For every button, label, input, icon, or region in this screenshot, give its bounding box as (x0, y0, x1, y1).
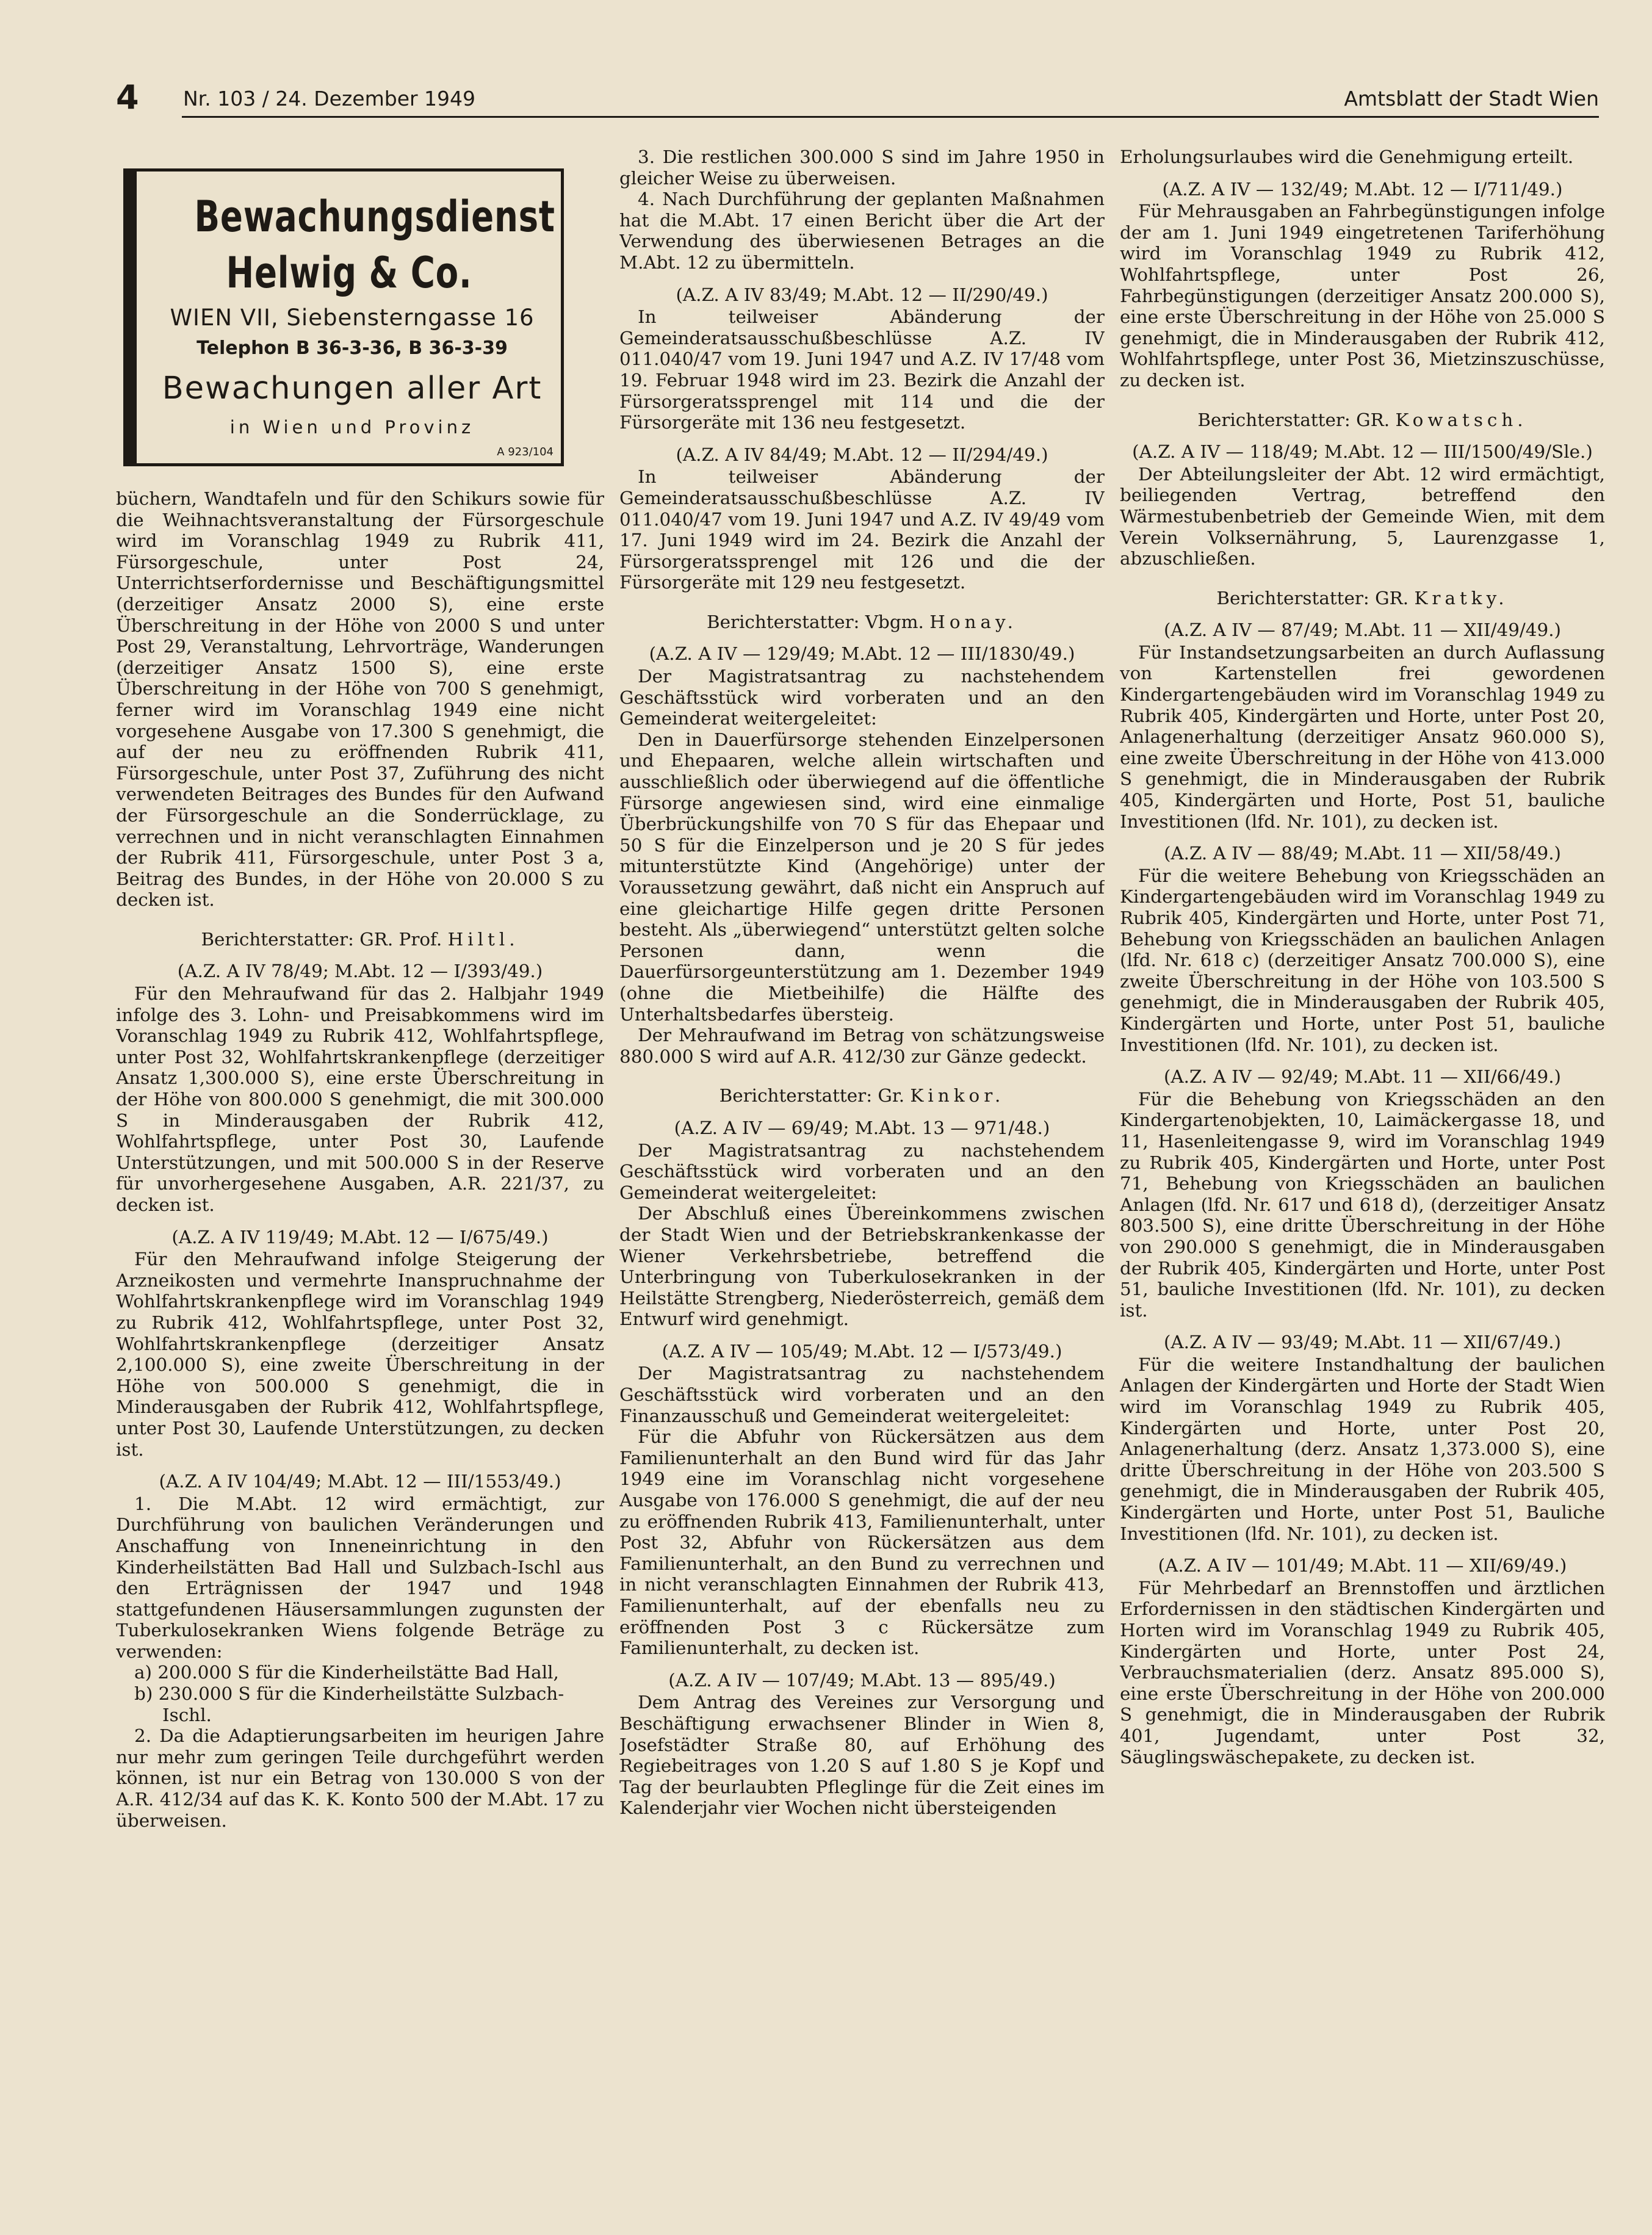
ad-firm-name (194, 189, 555, 301)
page-number: 4 (116, 78, 139, 117)
file-reference: (A.Z. A IV 83/49; M.Abt. 12 — II/290/49.) (676, 284, 1048, 305)
reporter-name: Honay. (929, 611, 1018, 632)
ad-side-bar (123, 168, 137, 466)
reporter-label: Berichterstatter: Vbgm. (706, 611, 930, 632)
file-reference: (A.Z. A IV — 88/49; M.Abt. 11 — XII/58/49.) (1163, 843, 1562, 864)
paragraph: In teilweiser Abänderung der Gemeinderatsausschußbeschlüsse A.Z. IV 011.040/47 vom 19. Juni 1947 und A.Z. IV 17/48 vom 19. Februar 1948 wird im 23. Bezirk die Anzahl der Fürsorgeratssprengel mit 114 und die der Fürsorgeräte mit 136 neu festgesetzt. (619, 306, 1105, 433)
paragraph: 4. Nach Durchführung der geplanten Maßnahmen hat die M.Abt. 17 einen Bericht über die Art der Verwendung des überwiesenen Betrages an die M.Abt. 12 zu übermitteln. (619, 189, 1105, 273)
ad-slogan: Bewachungen aller Art (162, 370, 543, 406)
reporter-name: Kratky. (1414, 587, 1509, 608)
paragraph: Für Instandsetzungsarbeiten an durch Auflassung von Kartenstellen frei gewordenen Kindergartengebäuden wird im Voranschlag 1949 zu Rubrik 405, Kindergärten und Horte, unter Post 20, Anlagenerhaltung (derzeitiger Ansatz 960.000 S), eine zweite Überschreitung in der Höhe von 413.000 S genehmigt, die in Minderausgaben der Rubrik 405, Kindergärten und Horte, Post 51, bauliche Investitionen (lfd. Nr. 101), zu decken ist. (1120, 641, 1605, 832)
reporter-name: Kinkor. (910, 1085, 1005, 1107)
paragraph: Der Magistratsantrag zu nachstehendem Geschäftsstück wird vorberaten und an den Gemeinderat weitergeleitet: (619, 666, 1105, 729)
paragraph: Dem Antrag des Vereines zur Versorgung und Beschäftigung erwachsener Blinder in Wien 8, Josefstädter Straße 80, auf Erhöhung des Regiebeitrages von 1.20 S auf 1.80 S je Kopf und Tag der beurlaubten Pfleglinge für die Zeit eines im Kalenderjahr vier Wochen nicht übersteigenden (619, 1692, 1105, 1819)
file-reference: (A.Z. A IV — 101/49; M.Abt. 11 — XII/69/49.) (1158, 1555, 1567, 1576)
ad-firm-line2: Helwig & Co. (226, 248, 472, 298)
paragraph: Für die weitere Behebung von Kriegsschäden an Kindergartengebäuden wird im Voranschlag 1949 zu Rubrik 405, Kindergärten und Horte, unter Post 71, Behebung von Kriegsschäden an baulichen Anlagen (lfd. Nr. 618 c) (derzeitiger Ansatz 700.000 S), eine zweite Überschreitung in der Höhe von 103.500 S genehmigt, die in Minderausgaben der Rubrik 405, Kindergärten und Horte, unter Post 51, bauliche Investitionen (lfd. Nr. 101), zu decken ist. (1120, 865, 1605, 1055)
reporter-line (1120, 588, 1605, 609)
file-reference: (A.Z. A IV — 69/49; M.Abt. 13 — 971/48.) (674, 1117, 1050, 1138)
file-reference: (A.Z. A IV — 92/49; M.Abt. 11 — XII/66/49.) (1163, 1066, 1562, 1088)
list-item: b) 230.000 S für die Kinderheilstätte Sulzbach-Ischl. (134, 1683, 564, 1725)
file-reference: (A.Z. A IV — 93/49; M.Abt. 11 — XII/67/49.) (1163, 1332, 1562, 1353)
paragraph: Der Abteilungsleiter der Abt. 12 wird ermächtigt, beiliegenden Vertrag, betreffend den Wärmestubenbetrieb der Gemeinde Wien, mit dem Verein Volksernährung, 5, Laurenzgasse 1, abzuschließen. (1120, 463, 1605, 569)
file-reference: (A.Z. A IV 104/49; M.Abt. 12 — III/1553/49.) (159, 1471, 561, 1492)
ad-code: A 923/104 (497, 446, 554, 458)
reporter-label: Berichterstatter: GR. Prof. (201, 928, 448, 950)
paragraph: Der Mehraufwand im Betrag von schätzungsweise 880.000 S wird auf A.R. 412/30 zur Gänze gedeckt. (619, 1025, 1105, 1067)
column-left (116, 488, 604, 2209)
paragraph: Für die weitere Instandhaltung der baulichen Anlagen der Kindergärten und Horte der Stadt Wien wird im Voranschlag 1949 zu Rubrik 405, Kindergärten und Horte, unter Post 20, Anlagenerhaltung (derz. Ansatz 1,373.000 S), eine dritte Überschreitung in der Höhe von 203.500 S genehmigt, die in Minderausgaben der Rubrik 405, Kindergärten und Horte, unter Post 51, Bauliche Investitionen (lfd. Nr. 101), zu decken ist. (1120, 1354, 1605, 1544)
file-reference: (A.Z. A IV — 132/49; M.Abt. 12 — I/711/49.) (1162, 178, 1563, 200)
issue-line: Nr. 103 / 24. Dezember 1949 (183, 87, 476, 110)
paragraph: büchern, Wandtafeln und für den Schikurs sowie für die Weihnachtsveranstaltung der Fürsorgeschule wird im Voranschlag 1949 zu Rubrik 411, Fürsorgeschule, unter Post 24, Unterrichtserfordernisse und Beschäftigungsmittel (derzeitiger Ansatz 2000 S), eine erste Überschreitung in der Höhe von 2000 S und unter Post 29, Veranstaltung, Lehrvorträge, Wanderungen (derzeitiger Ansatz 1500 S), eine erste Überschreitung in der Höhe von 700 S genehmigt, ferner wird im Voranschlag 1949 eine nicht vorgesehene Ausgabe von 17.300 S genehmigt, die auf der neu zu eröffnenden Rubrik 411, Fürsorgeschule, unter Post 37, Zuführung des nicht verwendeten Beitrages des Bundes für den Aufwand der Fürsorgeschule an die Sonderrücklage, zu verrechnen und in nicht veranschlagten Einnahmen der Rubrik 411, Fürsorgeschule, unter Post 3 a, Beitrag des Bundes, in der Höhe von 20.000 S zu decken ist. (116, 488, 604, 911)
page-header (116, 78, 1599, 121)
paragraph: Für den Mehraufwand infolge Steigerung der Arzneikosten und vermehrte Inanspruchnahme der Wohlfahrtskrankenpflege wird im Voranschlag 1949 zu Rubrik 412, Wohlfahrtspflege, unter Post 32, Wohlfahrtskrankenpflege (derzeitiger Ansatz 2,100.000 S), eine zweite Überschreitung in der Höhe von 500.000 S genehmigt, die in Minderausgaben der Rubrik 412, Wohlfahrtspflege, unter Post 30, Laufende Unterstützungen, zu decken ist. (116, 1249, 604, 1460)
publication-title: Amtsblatt der Stadt Wien (1344, 87, 1599, 110)
list-item: a) 200.000 S für die Kinderheilstätte Bad Hall, (134, 1662, 559, 1683)
file-reference: (A.Z. A IV — 129/49; M.Abt. 12 — III/1830/49.) (649, 643, 1075, 665)
reporter-label: Berichterstatter: GR. (1216, 587, 1415, 608)
paragraph: 3. Die restlichen 300.000 S sind im Jahre 1950 in gleicher Weise zu überweisen. (619, 146, 1105, 189)
file-reference: (A.Z. A IV — 107/49; M.Abt. 13 — 895/49.) (668, 1669, 1056, 1691)
paragraph: Der Abschluß eines Übereinkommens zwischen der Stadt Wien und der Betriebskrankenkasse der Wiener Verkehrsbetriebe, betreffend die Unterbringung von Tuberkulosekranken in der Heilstätte Strengberg, Niederösterreich, gemäß dem Entwurf wird genehmigt. (619, 1203, 1105, 1330)
file-reference: (A.Z. A IV — 87/49; M.Abt. 11 — XII/49/49.) (1163, 619, 1562, 641)
file-reference: (A.Z. A IV — 118/49; M.Abt. 12 — III/1500/49/Sle.) (1132, 441, 1593, 463)
paragraph: 2. Da die Adaptierungsarbeiten im heurigen Jahre nur mehr zum geringen Teile durchgeführt werden können, ist nur ein Betrag von 130.000 S von der A.R. 412/34 auf das K. K. Konto 500 der M.Abt. 17 zu überweisen. (116, 1725, 604, 1831)
paragraph: Der Magistratsantrag zu nachstehendem Geschäftsstück wird vorberaten und an den Finanzausschuß und Gemeinderat weitergeleitet: (619, 1363, 1105, 1426)
reporter-label: Berichterstatter: Gr. (719, 1085, 911, 1107)
paragraph: 1. Die M.Abt. 12 wird ermächtigt, zur Durchführung von baulichen Veränderungen und Anschaffung von Inneneinrichtung in den Kinderheilstätten Bad Hall und Sulzbach-Ischl aus den Erträgnissen der 1947 und 1948 stattgefundenen Häusersammlungen zugunsten der Tuberkulosekranken Wiens folgende Beträge zu verwenden: (116, 1493, 604, 1662)
ad-firm-line1: Bewachungsdienst (194, 192, 555, 242)
paragraph: Für Mehrbedarf an Brennstoffen und ärztlichen Erfordernissen in den städtischen Kindergärten und Horten wird im Voranschlag 1949 zu Rubrik 405, Kindergärten und Horte, unter Post 24, Verbrauchsmaterialien (derz. Ansatz 895.000 S), eine erste Überschreitung in der Höhe von 200.000 S genehmigt, die in Minderausgaben der Rubrik 401, Jugendamt, unter Post 32, Säuglingswäschepakete, zu decken ist. (1120, 1577, 1605, 1767)
ad-phone: Telephon B 36-3-36, B 36-3-39 (197, 338, 508, 359)
paragraph: Für Mehrausgaben an Fahrbegünstigungen infolge der am 1. Juni 1949 eingetretenen Tariferhöhung wird im Voranschlag 1949 zu Rubrik 412, Wohlfahrtspflege, unter Post 26, Fahrbegünstigungen (derzeitiger Ansatz 200.000 S), eine erste Überschreitung in der Höhe von 25.000 S genehmigt, die in Minderausgaben der Rubrik 412, Wohlfahrtspflege, unter Post 36, Mietzinszuschüsse, zu decken ist. (1120, 201, 1605, 391)
paragraph: In teilweiser Abänderung der Gemeinderatsausschußbeschlüsse A.Z. IV 011.040/47 vom 19. Juni 1947 und A.Z. IV 49/49 vom 17. Juni 1949 wird im 24. Bezirk die Anzahl der Fürsorgeratssprengel mit 126 und die der Fürsorgeräte mit 129 neu festgesetzt. (619, 466, 1105, 593)
column-middle (619, 146, 1105, 2209)
file-reference: (A.Z. A IV — 105/49; M.Abt. 12 — I/573/49.) (662, 1340, 1062, 1362)
header-rule (182, 116, 1599, 118)
paragraph: Für den Mehraufwand für das 2. Halbjahr 1949 infolge des 3. Lohn- und Preisabkommens wird im Voranschlag 1949 zu Rubrik 412, Wohlfahrtspflege, unter Post 32, Wohlfahrtskrankenpflege (derzeitiger Ansatz 1,300.000 S), eine erste Überschreitung in der Höhe von 800.000 S genehmigt, die mit 300.000 S in Minderausgaben der Rubrik 412, Wohlfahrtspflege, unter Post 30, Laufende Unterstützungen, und mit 500.000 S in der Reserve für unvorhergesehene Ausgaben, A.R. 221/37, zu decken ist. (116, 983, 604, 1215)
reporter-line (619, 1085, 1105, 1107)
ad-address: WIEN VII, Siebensterngasse 16 (170, 305, 535, 331)
file-reference: (A.Z. A IV 119/49; M.Abt. 12 — I/675/49.) (171, 1226, 549, 1247)
reporter-line (1120, 410, 1605, 431)
paragraph: Für die Behebung von Kriegsschäden an den Kindergartenobjekten, 10, Laimäckergasse 18, und 11, Hasenleitengasse 9, wird im Voranschlag 1949 zu Rubrik 405, Kindergärten und Horte, unter Post 71, Behebung von Kriegsschäden an baulichen Anlagen (lfd. Nr. 617 und 618 d), (derzeitiger Ansatz 803.500 S), eine dritte Überschreitung in der Höhe von 290.000 S genehmigt, die in Minderausgaben der Rubrik 405, Kindergärten und Horte, unter Post 51, bauliche Investitionen (lfd. Nr. 101), zu decken ist. (1120, 1088, 1605, 1321)
reporter-line (116, 929, 604, 950)
paragraph: Für die Abfuhr von Rückersätzen aus dem Familienunterhalt an den Bund wird für das Jahr 1949 eine im Voranschlag nicht vorgesehene Ausgabe von 176.000 S genehmigt, die auf der neu zu eröffnenden Rubrik 413, Familienunterhalt, unter Post 32, Abfuhr von Rückersätzen aus dem Familienunterhalt, an den Bund zu verrechnen und in nicht veranschlagten Einnahmen der Rubrik 413, Familienunterhalt, auf der ebenfalls neu zu eröffnenden Post 3 c Rückersätze zum Familienunterhalt, zu decken ist. (619, 1426, 1105, 1659)
paragraph: Der Magistratsantrag zu nachstehendem Geschäftsstück wird vorberaten und an den Gemeinderat weitergeleitet: (619, 1139, 1105, 1203)
advertisement-box (123, 168, 564, 466)
paragraph: Den in Dauerfürsorge stehenden Einzelpersonen und Ehepaaren, welche allein wirtschaften und ausschließlich oder überwiegend auf die öffentliche Fürsorge angewiesen sind, wird eine einmalige Überbrückungshilfe von 70 S für das Ehepaar und 50 S für die Einzelperson und je 20 S für jedes mitunterstützte Kind (Angehörige) unter der Voraussetzung gewährt, daß nicht ein Anspruch auf eine gleichartige Hilfe gegen dritte Personen besteht. Als „überwiegend“ unterstützt gelten solche Personen dann, wenn die Dauerfürsorgeunterstützung am 1. Dezember 1949 (ohne die Mietbeihilfe) die Hälfte des Unterhaltsbedarfes übersteig. (619, 729, 1105, 1025)
reporter-name: Kowatsch. (1395, 409, 1528, 430)
reporter-name: Hiltl. (447, 928, 519, 950)
column-right (1120, 146, 1605, 2209)
file-reference: (A.Z. A IV 84/49; M.Abt. 12 — II/294/49.) (676, 444, 1048, 465)
paragraph: Erholungsurlaubes wird die Genehmigung erteilt. (1120, 146, 1574, 167)
reporter-line (619, 612, 1105, 633)
ad-subline: in Wien und Provinz (229, 417, 475, 438)
file-reference: (A.Z. A IV 78/49; M.Abt. 12 — I/393/49.) (177, 961, 543, 982)
reporter-label: Berichterstatter: GR. (1197, 409, 1396, 430)
